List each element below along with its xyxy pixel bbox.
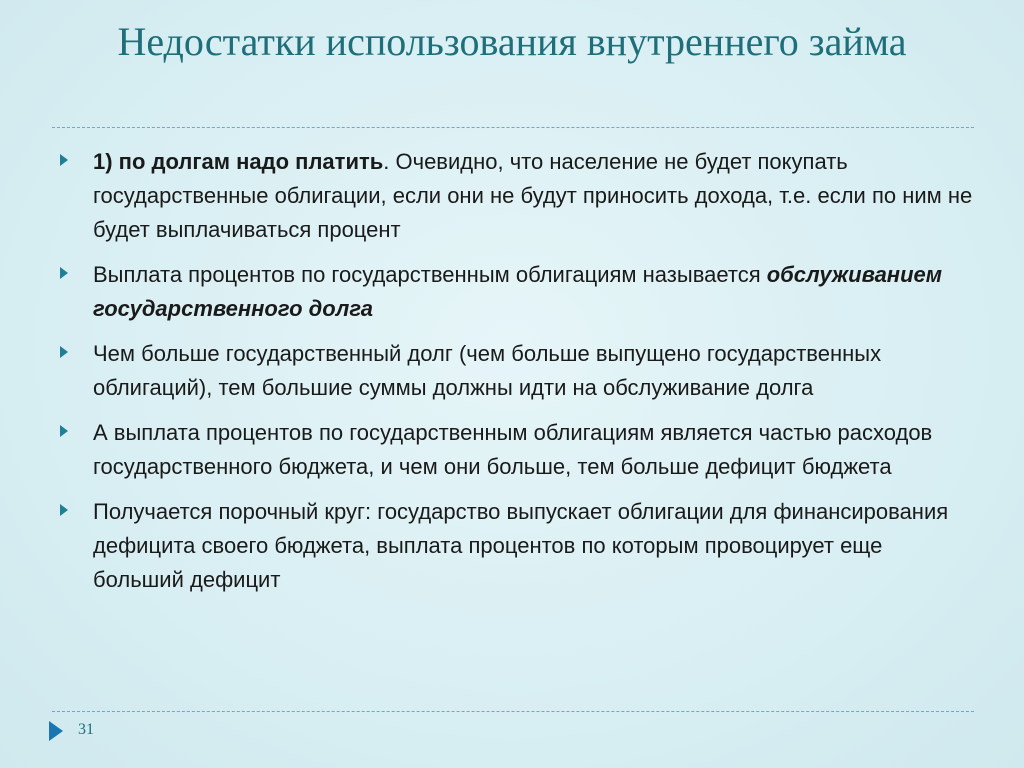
bullet-item (58, 337, 978, 405)
triangle-right-icon (60, 346, 68, 358)
bullet-text: Чем больше государственный долг (чем больше выпущено государственных облигаций), тем большие суммы должны идти на обслуживание долга (93, 341, 882, 400)
footer-divider (52, 711, 974, 712)
triangle-right-icon (60, 154, 68, 166)
triangle-right-icon (60, 425, 68, 437)
bullet-text: А выплата процентов по государственным облигациям является частью расходов государственного бюджета, и чем они больше, тем больше дефицит бюджета (93, 420, 933, 479)
page-number: 31 (78, 721, 94, 738)
title-divider (52, 127, 974, 128)
bullet-text: . Очевидно, что население не будет покупать государственные облигации, если они не будут приносить дохода, т.е. если по ним не будет выплачиваться процент (93, 149, 973, 242)
bullet-bold-lead: 1) по долгам надо платить (93, 149, 384, 174)
bullet-list (58, 145, 978, 608)
bullet-item (58, 145, 978, 247)
play-arrow-icon[interactable] (49, 721, 63, 741)
bullet-emphasis: обслуживанием государственного долга (93, 262, 943, 321)
bullet-item (58, 258, 978, 326)
bullet-item (58, 495, 978, 597)
triangle-right-icon (60, 504, 68, 516)
bullet-item (58, 416, 978, 484)
slide-title: Недостатки использования внутреннего займа (117, 19, 907, 64)
bullet-text: Получается порочный круг: государство выпускает облигации для финансирования дефицита своего бюджета, выплата процентов по которым провоцирует еще больший дефицит (93, 499, 949, 592)
bullet-text: Выплата процентов по государственным облигациям называется (93, 262, 767, 287)
triangle-right-icon (60, 267, 68, 279)
